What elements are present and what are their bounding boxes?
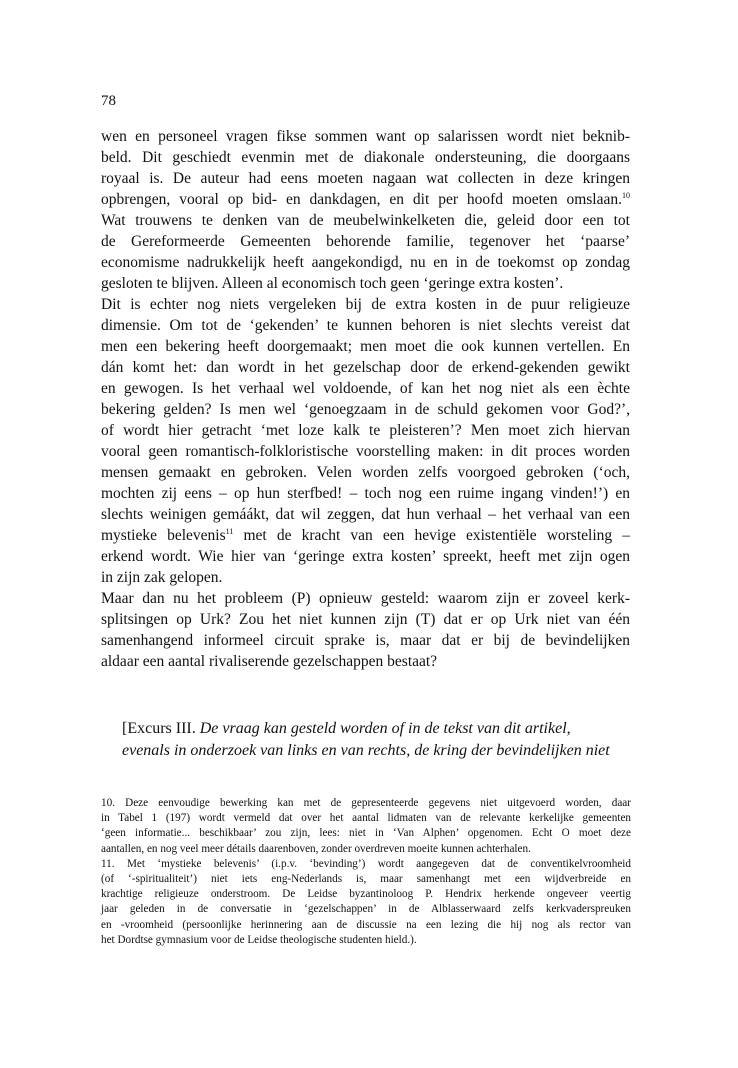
body-line [101,567,630,588]
body-line [101,399,630,420]
body-line [101,609,630,630]
body-line [101,231,630,252]
body-line-text: Wat trouwens te denken van de meubelwinkelketen die, geleid door een tot [101,212,630,229]
body-line [101,420,630,441]
footnote-line: het Dordtse gymnasium voor de Leidse theologische studenten hield.). [101,933,417,946]
body-line [101,588,630,609]
body-line-text: wen en personeel vragen fikse sommen want op salarissen wordt niet beknib- [101,128,630,145]
footnote-line: ‘geen informatie... beschikbaar’ zou zijn, lees: niet in ‘Van Alphen’ opgenomen. Echt O moet deze [101,827,631,840]
body-line-text: gesloten te blijven. Alleen al economisch toch geen ‘geringe extra kosten’. [101,275,564,292]
body-line [101,147,630,168]
body-line-text: samenhangend informeel circuit sprake is, maar dat er bij de bevindelijken [101,632,630,649]
body-line-text: men een bekering heeft doorgemaakt; men moet die ook kunnen vertellen. En [101,338,630,355]
body-line-text: of wordt hier getracht ‘met loze kalk te pleisteren’? Men moet zich hiervan [101,422,630,439]
body-line-text: de Gereformeerde Gemeenten behorende familie, tegenover het ‘paarse’ [101,233,630,250]
excurs-block [122,718,632,761]
body-line [101,357,630,378]
body-line [101,273,630,294]
body-line-text: beld. Dit geschiedt evenmin met de diakonale ondersteuning, die doorgaans [101,149,630,166]
footnote-line: aantallen, en nog veel meer détails daarenboven, zonder overdreven moeite kunnen achterhalen. [101,842,531,855]
footnote-line: 11. Met ‘mystieke belevenis’ (i.p.v. ‘bevinding’) wordt aangegeven dat de conventikelvroomheid [101,857,631,870]
body-line-text: mensen gemaakt en gebroken. Velen worden zelfs voorgoed gebroken (‘och, [101,464,630,481]
body-line-text: Dit is echter nog niets vergeleken bij de extra kosten in de puur religieuze [101,296,630,313]
body-line-text: en gewogen. Is het verhaal wel voldoende, of kan het nog niet als een èchte [101,380,630,397]
footnote-marker: 11 [225,526,234,536]
body-line-text: aldaar een aantal rivaliserende gezelschappen bestaat? [101,653,438,670]
footnote-marker: 10 [622,190,630,200]
body-line [101,483,630,504]
body-line [101,630,630,651]
body-line [101,168,630,189]
body-line-text: Maar dan nu het probleem (P) opnieuw gesteld: waarom zijn er zoveel kerk- [101,590,630,607]
body-line-text: in zijn zak gelopen. [101,569,223,586]
footnote-line: en -vroomheid (persoonlijke herinnering aan de discussie na een lezing die hij nog als rector van [101,918,631,931]
body-line [101,294,630,315]
body-line [101,462,630,483]
body-line-text: bekering gelden? Is men wel ‘genoegzaam in de schuld gekomen voor God?’, [101,401,630,418]
body-line-text: slechts weinigen gemáákt, dat wil zeggen, dat hun verhaal – het verhaal van een [101,506,630,523]
body-line [101,378,630,399]
body-line [101,126,630,147]
body-line-text: royaal is. De auteur had eens moeten nagaan wat collecten in deze kringen [101,170,630,187]
body-line-text: economisme nadrukkelijk heeft aangekondigd, nu en in de toekomst op zondag [101,254,630,271]
body-text [101,126,630,672]
footnote-line: jaar geleden in de conversatie in ‘gezelschappen’ in de Alblasserwaard zelfs kerkvaderspreuken [101,903,631,916]
body-line-text: dimensie. Om tot de ‘gekenden’ te kunnen behoren is niet slechts vereist dat [101,317,630,334]
body-line [101,252,630,273]
body-line-text: dán komt het: dan wordt in het gezelschap door de erkend-gekenden gewikt [101,359,630,376]
body-line-text: vooral geen romantisch-folkloristische voorstelling maken: in dit proces worden [101,443,630,460]
body-line-text: erkend wordt. Wie hier van ‘geringe extra kosten’ spreekt, heeft met zijn ogen [101,548,630,565]
body-line [101,441,630,462]
body-line-text: mochten zij eens – op hun sterfbed! – toch nog een ruime ingang vinden!’) en [101,485,630,502]
footnotes [101,796,631,948]
page-number: 78 [101,93,116,109]
body-line-text: opbrengen, vooral op bid- en dankdagen, en dit per hoofd moeten omslaan. [101,191,622,208]
body-line-text-continued: met de kracht van een hevige existentiële worsteling – [233,527,630,544]
excurs-text: De vraag kan gesteld worden of in de tekst van dit artikel, [199,720,571,737]
body-line [101,189,630,210]
footnote-line: krachtige religieuze onderstroom. De Leidse byzantinoloog P. Hendrix herkende ongeveer veertig [101,888,631,901]
footnote-line: 10. Deze eenvoudige bewerking kan met de gepresenteerde gegevens niet uitgevoerd worden, daar [101,797,631,809]
footnote-line: in Tabel 1 (197) wordt vermeld dat over het aantal lidmaten van de relevante kerkelijke gemeenten [101,812,631,825]
body-line [101,336,630,357]
excurs-label: [Excurs III. [122,720,196,737]
body-line [101,546,630,567]
body-line [101,651,630,672]
body-line-text: mystieke belevenis [101,527,226,544]
body-line [101,504,630,525]
footnote-line: (of ‘-spiritualiteit’) niet iets eng-Nederlands is, maar samenhangt met een wijdverbreide en [101,873,631,886]
body-line-text: splitsingen op Urk? Zou het niet kunnen zijn (T) dat er op Urk niet van één [101,611,630,628]
body-line [101,210,630,231]
body-line [101,315,630,336]
body-line [101,525,630,546]
excurs-line [122,718,632,740]
excurs-line: evenals in onderzoek van links en van rechts, de kring der bevindelijken niet [122,741,610,759]
